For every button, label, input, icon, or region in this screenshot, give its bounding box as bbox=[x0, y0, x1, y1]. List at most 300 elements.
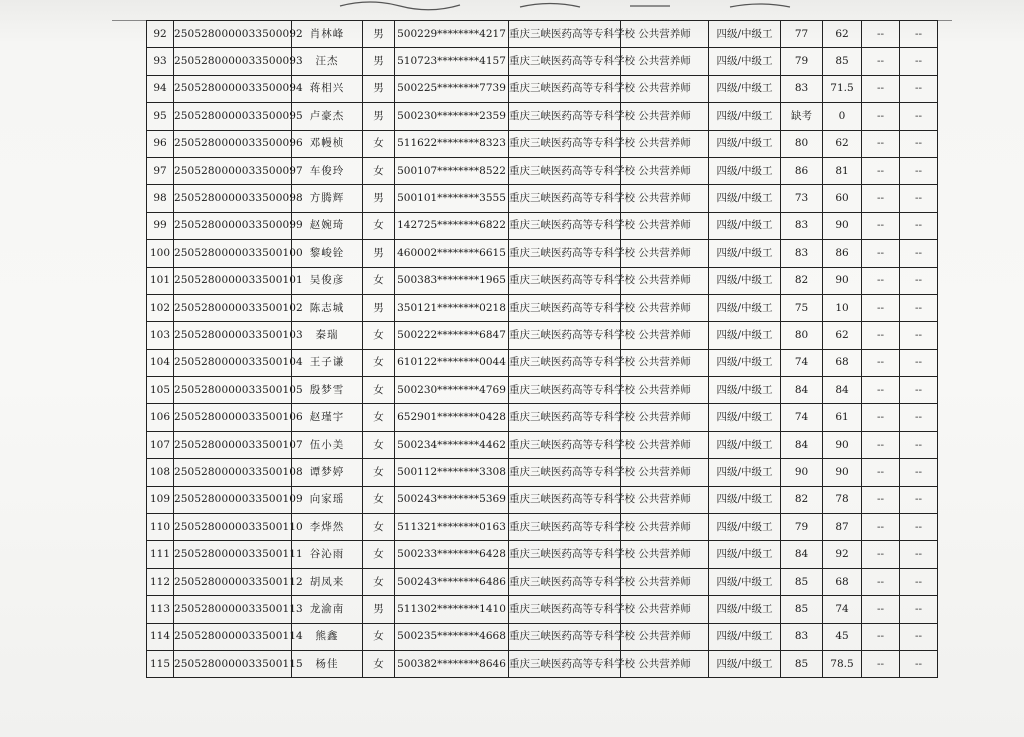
gender-cell: 男 bbox=[363, 48, 395, 75]
name-cell: 邓幔桢 bbox=[292, 130, 363, 157]
level-cell: 四级/中级工 bbox=[709, 294, 781, 321]
school-cell: 重庆三峡医药高等专科学校 bbox=[509, 486, 621, 513]
theory-score-cell: 90 bbox=[781, 459, 823, 486]
id-number-cell: 500101********3555 bbox=[395, 185, 509, 212]
seq-cell: 97 bbox=[147, 157, 174, 184]
theory-score-cell: 75 bbox=[781, 294, 823, 321]
name-cell: 向家瑶 bbox=[292, 486, 363, 513]
id-number-cell: 500225********7739 bbox=[395, 75, 509, 102]
ticket-number-cell: 2505280000033500106 bbox=[174, 404, 292, 431]
name-cell: 方腾辉 bbox=[292, 185, 363, 212]
seq-cell: 93 bbox=[147, 48, 174, 75]
seq-cell: 115 bbox=[147, 650, 174, 677]
name-cell: 蒋相兴 bbox=[292, 75, 363, 102]
extra-score-cell-2: -- bbox=[900, 103, 938, 130]
ticket-number-cell: 2505280000033500103 bbox=[174, 322, 292, 349]
ticket-number-cell: 2505280000033500104 bbox=[174, 349, 292, 376]
seq-cell: 100 bbox=[147, 240, 174, 267]
occupation-cell: 公共营养师 bbox=[621, 322, 709, 349]
school-cell: 重庆三峡医药高等专科学校 bbox=[509, 21, 621, 48]
extra-score-cell-2: -- bbox=[900, 21, 938, 48]
level-cell: 四级/中级工 bbox=[709, 349, 781, 376]
gender-cell: 女 bbox=[363, 623, 395, 650]
id-number-cell: 350121********0218 bbox=[395, 294, 509, 321]
name-cell: 龙渝南 bbox=[292, 596, 363, 623]
seq-cell: 112 bbox=[147, 568, 174, 595]
occupation-cell: 公共营养师 bbox=[621, 404, 709, 431]
table-row bbox=[147, 103, 938, 130]
table-row bbox=[147, 431, 938, 458]
name-cell: 伍小美 bbox=[292, 431, 363, 458]
gender-cell: 女 bbox=[363, 404, 395, 431]
extra-score-cell-1: -- bbox=[862, 404, 900, 431]
gender-cell: 女 bbox=[363, 377, 395, 404]
school-cell: 重庆三峡医药高等专科学校 bbox=[509, 404, 621, 431]
extra-score-cell-2: -- bbox=[900, 48, 938, 75]
extra-score-cell-2: -- bbox=[900, 349, 938, 376]
extra-score-cell-1: -- bbox=[862, 267, 900, 294]
ticket-number-cell: 2505280000033500112 bbox=[174, 568, 292, 595]
level-cell: 四级/中级工 bbox=[709, 267, 781, 294]
table-row bbox=[147, 157, 938, 184]
seq-cell: 107 bbox=[147, 431, 174, 458]
gender-cell: 女 bbox=[363, 650, 395, 677]
name-cell: 谭梦婷 bbox=[292, 459, 363, 486]
extra-score-cell-2: -- bbox=[900, 377, 938, 404]
ticket-number-cell: 2505280000033500109 bbox=[174, 486, 292, 513]
name-cell: 谷沁雨 bbox=[292, 541, 363, 568]
seq-cell: 101 bbox=[147, 267, 174, 294]
extra-score-cell-2: -- bbox=[900, 623, 938, 650]
school-cell: 重庆三峡医药高等专科学校 bbox=[509, 294, 621, 321]
extra-score-cell-1: -- bbox=[862, 185, 900, 212]
level-cell: 四级/中级工 bbox=[709, 404, 781, 431]
id-number-cell: 500243********5369 bbox=[395, 486, 509, 513]
level-cell: 四级/中级工 bbox=[709, 185, 781, 212]
extra-score-cell-1: -- bbox=[862, 157, 900, 184]
school-cell: 重庆三峡医药高等专科学校 bbox=[509, 596, 621, 623]
ticket-number-cell: 2505280000033500097 bbox=[174, 157, 292, 184]
ticket-number-cell: 2505280000033500098 bbox=[174, 185, 292, 212]
theory-score-cell: 73 bbox=[781, 185, 823, 212]
occupation-cell: 公共营养师 bbox=[621, 157, 709, 184]
extra-score-cell-2: -- bbox=[900, 157, 938, 184]
name-cell: 卢豪杰 bbox=[292, 103, 363, 130]
level-cell: 四级/中级工 bbox=[709, 240, 781, 267]
table-row bbox=[147, 596, 938, 623]
school-cell: 重庆三峡医药高等专科学校 bbox=[509, 568, 621, 595]
extra-score-cell-2: -- bbox=[900, 514, 938, 541]
occupation-cell: 公共营养师 bbox=[621, 377, 709, 404]
level-cell: 四级/中级工 bbox=[709, 21, 781, 48]
extra-score-cell-1: -- bbox=[862, 431, 900, 458]
school-cell: 重庆三峡医药高等专科学校 bbox=[509, 431, 621, 458]
gender-cell: 男 bbox=[363, 596, 395, 623]
ticket-number-cell: 2505280000033500111 bbox=[174, 541, 292, 568]
practical-score-cell: 74 bbox=[823, 596, 862, 623]
level-cell: 四级/中级工 bbox=[709, 130, 781, 157]
extra-score-cell-1: -- bbox=[862, 240, 900, 267]
name-cell: 王子谦 bbox=[292, 349, 363, 376]
ticket-number-cell: 2505280000033500105 bbox=[174, 377, 292, 404]
name-cell: 熊鑫 bbox=[292, 623, 363, 650]
ticket-number-cell: 2505280000033500114 bbox=[174, 623, 292, 650]
theory-score-cell: 83 bbox=[781, 212, 823, 239]
ticket-number-cell: 2505280000033500093 bbox=[174, 48, 292, 75]
name-cell: 汪杰 bbox=[292, 48, 363, 75]
occupation-cell: 公共营养师 bbox=[621, 541, 709, 568]
seq-cell: 94 bbox=[147, 75, 174, 102]
table-row bbox=[147, 349, 938, 376]
ticket-number-cell: 2505280000033500095 bbox=[174, 103, 292, 130]
seq-cell: 105 bbox=[147, 377, 174, 404]
id-number-cell: 500107********8522 bbox=[395, 157, 509, 184]
id-number-cell: 500112********3308 bbox=[395, 459, 509, 486]
gender-cell: 女 bbox=[363, 157, 395, 184]
extra-score-cell-2: -- bbox=[900, 459, 938, 486]
id-number-cell: 511321********0163 bbox=[395, 514, 509, 541]
theory-score-cell: 82 bbox=[781, 486, 823, 513]
theory-score-cell: 83 bbox=[781, 75, 823, 102]
extra-score-cell-2: -- bbox=[900, 75, 938, 102]
school-cell: 重庆三峡医药高等专科学校 bbox=[509, 157, 621, 184]
school-cell: 重庆三峡医药高等专科学校 bbox=[509, 212, 621, 239]
gender-cell: 女 bbox=[363, 459, 395, 486]
theory-score-cell: 79 bbox=[781, 48, 823, 75]
occupation-cell: 公共营养师 bbox=[621, 459, 709, 486]
school-cell: 重庆三峡医药高等专科学校 bbox=[509, 130, 621, 157]
name-cell: 李烨然 bbox=[292, 514, 363, 541]
school-cell: 重庆三峡医药高等专科学校 bbox=[509, 103, 621, 130]
school-cell: 重庆三峡医药高等专科学校 bbox=[509, 514, 621, 541]
gender-cell: 男 bbox=[363, 21, 395, 48]
id-number-cell: 460002********6615 bbox=[395, 240, 509, 267]
ticket-number-cell: 2505280000033500096 bbox=[174, 130, 292, 157]
id-number-cell: 652901********0428 bbox=[395, 404, 509, 431]
ticket-number-cell: 2505280000033500107 bbox=[174, 431, 292, 458]
level-cell: 四级/中级工 bbox=[709, 322, 781, 349]
gender-cell: 女 bbox=[363, 514, 395, 541]
theory-score-cell: 79 bbox=[781, 514, 823, 541]
occupation-cell: 公共营养师 bbox=[621, 103, 709, 130]
ticket-number-cell: 2505280000033500101 bbox=[174, 267, 292, 294]
extra-score-cell-1: -- bbox=[862, 103, 900, 130]
practical-score-cell: 78 bbox=[823, 486, 862, 513]
extra-score-cell-1: -- bbox=[862, 514, 900, 541]
practical-score-cell: 90 bbox=[823, 459, 862, 486]
practical-score-cell: 62 bbox=[823, 21, 862, 48]
gender-cell: 女 bbox=[363, 349, 395, 376]
ticket-number-cell: 2505280000033500113 bbox=[174, 596, 292, 623]
occupation-cell: 公共营养师 bbox=[621, 212, 709, 239]
gender-cell: 女 bbox=[363, 267, 395, 294]
occupation-cell: 公共营养师 bbox=[621, 75, 709, 102]
extra-score-cell-1: -- bbox=[862, 48, 900, 75]
level-cell: 四级/中级工 bbox=[709, 431, 781, 458]
handwriting-mark bbox=[330, 0, 830, 10]
id-number-cell: 500382********8646 bbox=[395, 650, 509, 677]
gender-cell: 男 bbox=[363, 240, 395, 267]
extra-score-cell-1: -- bbox=[862, 541, 900, 568]
gender-cell: 女 bbox=[363, 212, 395, 239]
table-row bbox=[147, 486, 938, 513]
id-number-cell: 142725********6822 bbox=[395, 212, 509, 239]
practical-score-cell: 78.5 bbox=[823, 650, 862, 677]
name-cell: 殷梦雪 bbox=[292, 377, 363, 404]
level-cell: 四级/中级工 bbox=[709, 212, 781, 239]
theory-score-cell: 85 bbox=[781, 650, 823, 677]
level-cell: 四级/中级工 bbox=[709, 157, 781, 184]
extra-score-cell-2: -- bbox=[900, 568, 938, 595]
theory-score-cell: 80 bbox=[781, 130, 823, 157]
level-cell: 四级/中级工 bbox=[709, 48, 781, 75]
gender-cell: 女 bbox=[363, 486, 395, 513]
seq-cell: 102 bbox=[147, 294, 174, 321]
seq-cell: 96 bbox=[147, 130, 174, 157]
practical-score-cell: 81 bbox=[823, 157, 862, 184]
ticket-number-cell: 2505280000033500100 bbox=[174, 240, 292, 267]
table-row bbox=[147, 377, 938, 404]
practical-score-cell: 85 bbox=[823, 48, 862, 75]
table-row bbox=[147, 240, 938, 267]
school-cell: 重庆三峡医药高等专科学校 bbox=[509, 541, 621, 568]
school-cell: 重庆三峡医药高等专科学校 bbox=[509, 459, 621, 486]
occupation-cell: 公共营养师 bbox=[621, 294, 709, 321]
level-cell: 四级/中级工 bbox=[709, 541, 781, 568]
extra-score-cell-1: -- bbox=[862, 294, 900, 321]
seq-cell: 104 bbox=[147, 349, 174, 376]
practical-score-cell: 10 bbox=[823, 294, 862, 321]
practical-score-cell: 61 bbox=[823, 404, 862, 431]
practical-score-cell: 45 bbox=[823, 623, 862, 650]
level-cell: 四级/中级工 bbox=[709, 459, 781, 486]
theory-score-cell: 80 bbox=[781, 322, 823, 349]
name-cell: 杨佳 bbox=[292, 650, 363, 677]
occupation-cell: 公共营养师 bbox=[621, 650, 709, 677]
school-cell: 重庆三峡医药高等专科学校 bbox=[509, 185, 621, 212]
ticket-number-cell: 2505280000033500092 bbox=[174, 21, 292, 48]
extra-score-cell-2: -- bbox=[900, 322, 938, 349]
practical-score-cell: 62 bbox=[823, 130, 862, 157]
extra-score-cell-1: -- bbox=[862, 130, 900, 157]
level-cell: 四级/中级工 bbox=[709, 514, 781, 541]
ticket-number-cell: 2505280000033500110 bbox=[174, 514, 292, 541]
table-row bbox=[147, 514, 938, 541]
theory-score-cell: 85 bbox=[781, 568, 823, 595]
exam-score-table bbox=[146, 20, 938, 678]
ticket-number-cell: 2505280000033500102 bbox=[174, 294, 292, 321]
seq-cell: 111 bbox=[147, 541, 174, 568]
level-cell: 四级/中级工 bbox=[709, 75, 781, 102]
level-cell: 四级/中级工 bbox=[709, 377, 781, 404]
extra-score-cell-1: -- bbox=[862, 459, 900, 486]
level-cell: 四级/中级工 bbox=[709, 596, 781, 623]
practical-score-cell: 90 bbox=[823, 212, 862, 239]
theory-score-cell: 74 bbox=[781, 349, 823, 376]
extra-score-cell-2: -- bbox=[900, 212, 938, 239]
table-row bbox=[147, 623, 938, 650]
extra-score-cell-1: -- bbox=[862, 21, 900, 48]
seq-cell: 99 bbox=[147, 212, 174, 239]
gender-cell: 女 bbox=[363, 130, 395, 157]
practical-score-cell: 62 bbox=[823, 322, 862, 349]
seq-cell: 103 bbox=[147, 322, 174, 349]
extra-score-cell-2: -- bbox=[900, 650, 938, 677]
id-number-cell: 500235********4668 bbox=[395, 623, 509, 650]
theory-score-cell: 77 bbox=[781, 21, 823, 48]
table-row bbox=[147, 541, 938, 568]
school-cell: 重庆三峡医药高等专科学校 bbox=[509, 322, 621, 349]
id-number-cell: 500230********2359 bbox=[395, 103, 509, 130]
gender-cell: 女 bbox=[363, 541, 395, 568]
extra-score-cell-1: -- bbox=[862, 596, 900, 623]
id-number-cell: 500233********6428 bbox=[395, 541, 509, 568]
id-number-cell: 500383********1965 bbox=[395, 267, 509, 294]
ticket-number-cell: 2505280000033500099 bbox=[174, 212, 292, 239]
practical-score-cell: 71.5 bbox=[823, 75, 862, 102]
name-cell: 赵婉琦 bbox=[292, 212, 363, 239]
gender-cell: 男 bbox=[363, 185, 395, 212]
name-cell: 肖林峰 bbox=[292, 21, 363, 48]
name-cell: 胡凤来 bbox=[292, 568, 363, 595]
level-cell: 四级/中级工 bbox=[709, 623, 781, 650]
ticket-number-cell: 2505280000033500108 bbox=[174, 459, 292, 486]
table-row bbox=[147, 568, 938, 595]
extra-score-cell-1: -- bbox=[862, 486, 900, 513]
seq-cell: 92 bbox=[147, 21, 174, 48]
practical-score-cell: 90 bbox=[823, 431, 862, 458]
gender-cell: 男 bbox=[363, 294, 395, 321]
theory-score-cell: 84 bbox=[781, 431, 823, 458]
seq-cell: 98 bbox=[147, 185, 174, 212]
occupation-cell: 公共营养师 bbox=[621, 431, 709, 458]
id-number-cell: 511622********8323 bbox=[395, 130, 509, 157]
occupation-cell: 公共营养师 bbox=[621, 596, 709, 623]
name-cell: 陈志城 bbox=[292, 294, 363, 321]
practical-score-cell: 0 bbox=[823, 103, 862, 130]
occupation-cell: 公共营养师 bbox=[621, 48, 709, 75]
occupation-cell: 公共营养师 bbox=[621, 267, 709, 294]
school-cell: 重庆三峡医药高等专科学校 bbox=[509, 267, 621, 294]
table-row bbox=[147, 130, 938, 157]
school-cell: 重庆三峡医药高等专科学校 bbox=[509, 623, 621, 650]
table-row bbox=[147, 322, 938, 349]
table-row bbox=[147, 459, 938, 486]
level-cell: 四级/中级工 bbox=[709, 650, 781, 677]
seq-cell: 95 bbox=[147, 103, 174, 130]
practical-score-cell: 92 bbox=[823, 541, 862, 568]
table-row bbox=[147, 185, 938, 212]
extra-score-cell-2: -- bbox=[900, 240, 938, 267]
extra-score-cell-2: -- bbox=[900, 431, 938, 458]
occupation-cell: 公共营养师 bbox=[621, 130, 709, 157]
seq-cell: 106 bbox=[147, 404, 174, 431]
table-row bbox=[147, 404, 938, 431]
extra-score-cell-2: -- bbox=[900, 404, 938, 431]
extra-score-cell-1: -- bbox=[862, 650, 900, 677]
occupation-cell: 公共营养师 bbox=[621, 623, 709, 650]
practical-score-cell: 90 bbox=[823, 267, 862, 294]
level-cell: 四级/中级工 bbox=[709, 103, 781, 130]
extra-score-cell-1: -- bbox=[862, 568, 900, 595]
name-cell: 车俊玲 bbox=[292, 157, 363, 184]
id-number-cell: 610122********0044 bbox=[395, 349, 509, 376]
name-cell: 黎峻铨 bbox=[292, 240, 363, 267]
extra-score-cell-1: -- bbox=[862, 623, 900, 650]
occupation-cell: 公共营养师 bbox=[621, 185, 709, 212]
gender-cell: 女 bbox=[363, 431, 395, 458]
name-cell: 赵瑾宇 bbox=[292, 404, 363, 431]
school-cell: 重庆三峡医药高等专科学校 bbox=[509, 377, 621, 404]
occupation-cell: 公共营养师 bbox=[621, 568, 709, 595]
table-row bbox=[147, 267, 938, 294]
theory-score-cell: 82 bbox=[781, 267, 823, 294]
extra-score-cell-2: -- bbox=[900, 294, 938, 321]
extra-score-cell-1: -- bbox=[862, 75, 900, 102]
extra-score-cell-1: -- bbox=[862, 212, 900, 239]
practical-score-cell: 60 bbox=[823, 185, 862, 212]
seq-cell: 109 bbox=[147, 486, 174, 513]
extra-score-cell-2: -- bbox=[900, 267, 938, 294]
extra-score-cell-2: -- bbox=[900, 486, 938, 513]
seq-cell: 113 bbox=[147, 596, 174, 623]
id-number-cell: 500222********6847 bbox=[395, 322, 509, 349]
theory-score-cell: 74 bbox=[781, 404, 823, 431]
table-row bbox=[147, 48, 938, 75]
theory-score-cell: 85 bbox=[781, 596, 823, 623]
seq-cell: 114 bbox=[147, 623, 174, 650]
gender-cell: 男 bbox=[363, 75, 395, 102]
practical-score-cell: 68 bbox=[823, 349, 862, 376]
practical-score-cell: 87 bbox=[823, 514, 862, 541]
extra-score-cell-1: -- bbox=[862, 349, 900, 376]
level-cell: 四级/中级工 bbox=[709, 486, 781, 513]
theory-score-cell: 83 bbox=[781, 240, 823, 267]
theory-score-cell: 83 bbox=[781, 623, 823, 650]
name-cell: 秦瑞 bbox=[292, 322, 363, 349]
extra-score-cell-1: -- bbox=[862, 322, 900, 349]
theory-score-cell: 缺考 bbox=[781, 103, 823, 130]
extra-score-cell-2: -- bbox=[900, 541, 938, 568]
occupation-cell: 公共营养师 bbox=[621, 486, 709, 513]
occupation-cell: 公共营养师 bbox=[621, 514, 709, 541]
gender-cell: 女 bbox=[363, 322, 395, 349]
id-number-cell: 511302********1410 bbox=[395, 596, 509, 623]
table-row bbox=[147, 294, 938, 321]
school-cell: 重庆三峡医药高等专科学校 bbox=[509, 650, 621, 677]
table-row bbox=[147, 75, 938, 102]
id-number-cell: 500229********4217 bbox=[395, 21, 509, 48]
ticket-number-cell: 2505280000033500115 bbox=[174, 650, 292, 677]
seq-cell: 110 bbox=[147, 514, 174, 541]
extra-score-cell-1: -- bbox=[862, 377, 900, 404]
extra-score-cell-2: -- bbox=[900, 185, 938, 212]
practical-score-cell: 84 bbox=[823, 377, 862, 404]
school-cell: 重庆三峡医药高等专科学校 bbox=[509, 75, 621, 102]
occupation-cell: 公共营养师 bbox=[621, 349, 709, 376]
level-cell: 四级/中级工 bbox=[709, 568, 781, 595]
school-cell: 重庆三峡医药高等专科学校 bbox=[509, 240, 621, 267]
practical-score-cell: 86 bbox=[823, 240, 862, 267]
school-cell: 重庆三峡医药高等专科学校 bbox=[509, 349, 621, 376]
practical-score-cell: 68 bbox=[823, 568, 862, 595]
name-cell: 吴俊彦 bbox=[292, 267, 363, 294]
extra-score-cell-2: -- bbox=[900, 596, 938, 623]
id-number-cell: 500243********6486 bbox=[395, 568, 509, 595]
theory-score-cell: 84 bbox=[781, 377, 823, 404]
theory-score-cell: 84 bbox=[781, 541, 823, 568]
table-row bbox=[147, 650, 938, 677]
